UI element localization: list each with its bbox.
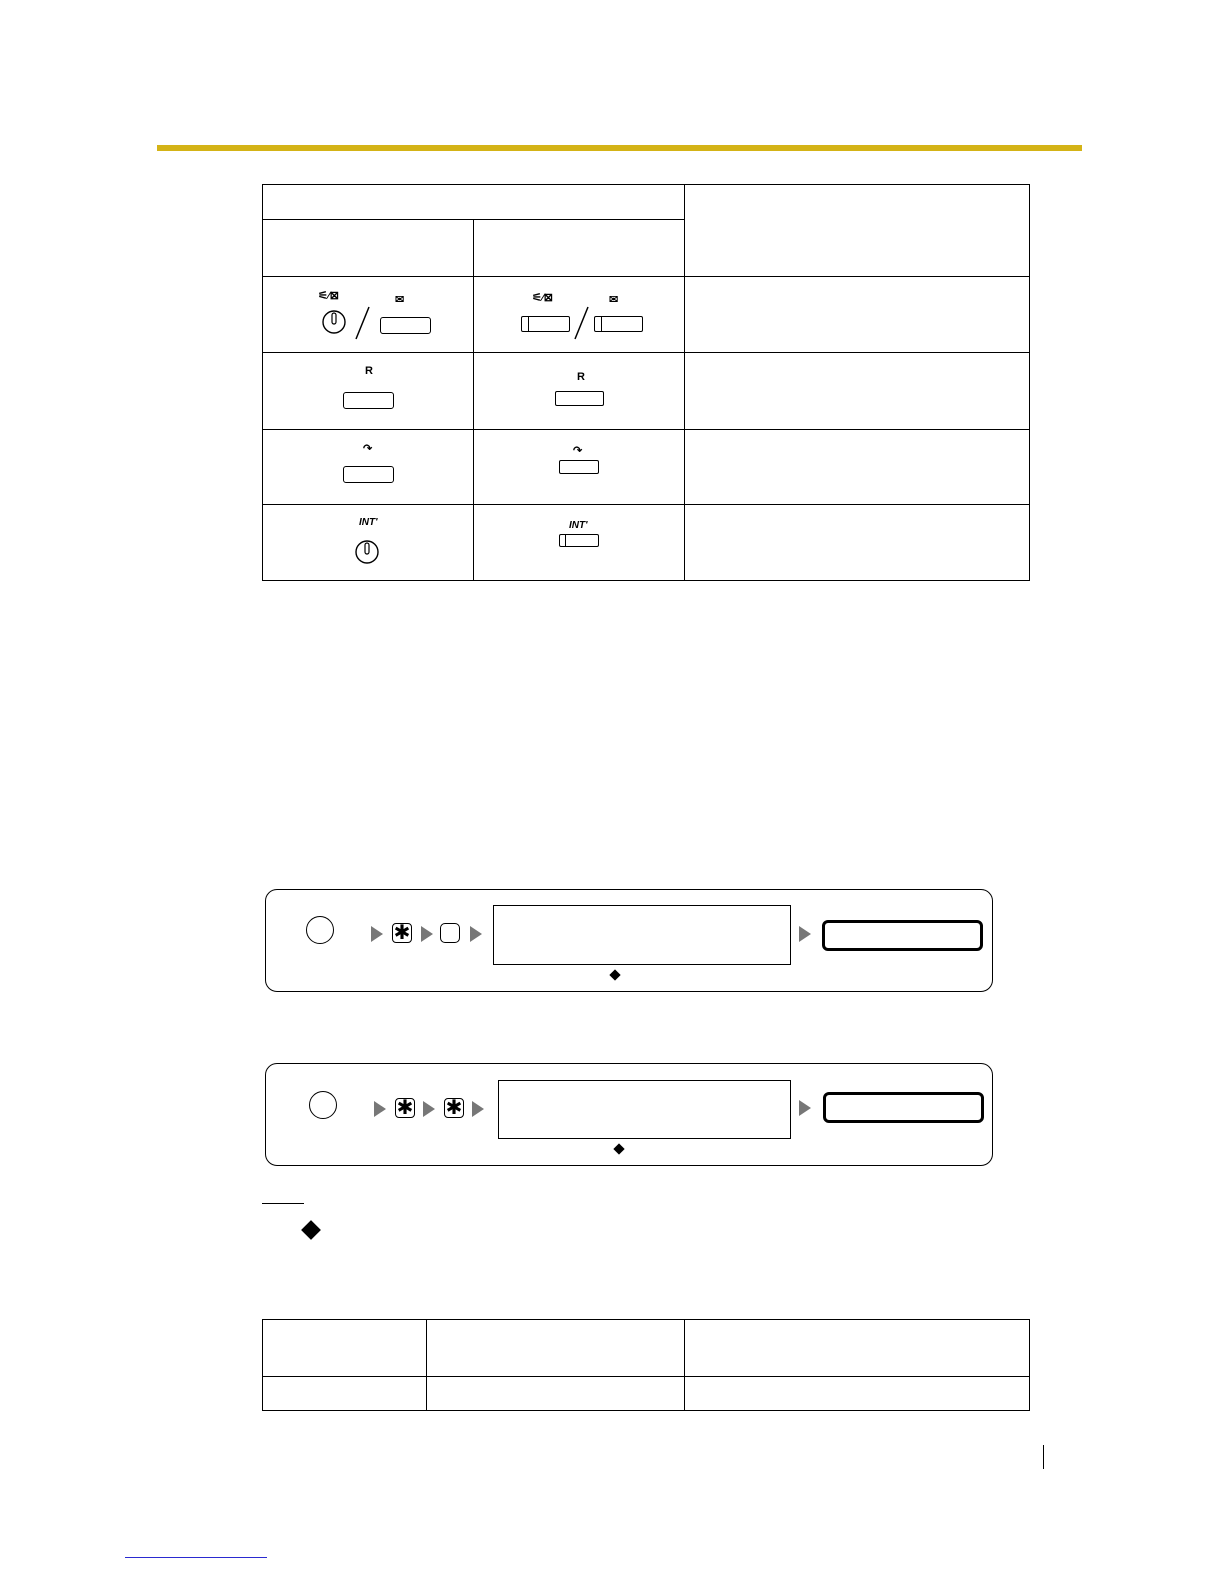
table-header-group xyxy=(263,185,685,220)
recall-button[interactable] xyxy=(555,391,604,406)
off-hook-icon xyxy=(306,916,334,944)
table-cell-description xyxy=(685,505,1030,581)
message-button[interactable] xyxy=(380,317,431,334)
bottom-table xyxy=(262,1319,1030,1411)
header-accent-bar xyxy=(157,145,1082,151)
result-box xyxy=(823,1092,984,1123)
star-key-icon: ✱ xyxy=(393,922,411,944)
diamond-icon xyxy=(613,1143,624,1154)
table-header-cell xyxy=(263,1320,427,1377)
table-header-left xyxy=(263,220,474,277)
table-cell-right xyxy=(474,430,685,505)
operation-flow-2 xyxy=(265,1063,993,1166)
redial-icon: ↷ xyxy=(363,443,373,455)
table-row xyxy=(263,277,1030,353)
arrow-icon xyxy=(470,926,482,942)
star-key-icon: ✱ xyxy=(445,1097,463,1119)
arrow-icon xyxy=(423,1101,435,1117)
arrow-icon xyxy=(799,1100,811,1116)
table-cell xyxy=(685,1377,1030,1411)
off-hook-icon xyxy=(309,1091,337,1119)
hold-button[interactable] xyxy=(521,316,570,332)
table-cell-right xyxy=(474,277,685,353)
table-cell xyxy=(263,1377,427,1411)
table-row xyxy=(263,505,1030,581)
arrow-icon xyxy=(421,926,433,942)
hold-voicemail-icon: ⚟⁄⊠ xyxy=(318,290,339,302)
table-cell-right xyxy=(474,353,685,430)
table-header-row xyxy=(263,1320,1030,1377)
table-header-cell xyxy=(685,1320,1030,1377)
table-cell-description xyxy=(685,430,1030,505)
page-number-rule xyxy=(1043,1445,1044,1469)
display-box xyxy=(498,1080,791,1139)
hold-voicemail-icon: ⚟⁄⊠ xyxy=(532,292,553,304)
recall-icon: R xyxy=(577,371,585,383)
table-cell-description xyxy=(685,277,1030,353)
diamond-icon xyxy=(609,969,620,980)
arrow-icon xyxy=(374,1101,386,1117)
message-icon: ✉ xyxy=(395,294,405,306)
message-icon: ✉ xyxy=(609,294,619,306)
slash-icon xyxy=(353,305,371,341)
recall-button[interactable] xyxy=(343,392,394,409)
operation-flow-1 xyxy=(265,889,993,992)
intercom-button[interactable] xyxy=(559,534,599,547)
table-row xyxy=(263,1377,1030,1411)
button-table xyxy=(262,184,1030,581)
table-header-right xyxy=(474,220,685,277)
table-cell-description xyxy=(685,353,1030,430)
table-cell-left xyxy=(263,505,474,581)
intercom-button[interactable] xyxy=(354,539,382,565)
table-header-description xyxy=(685,185,1030,277)
arrow-icon xyxy=(371,926,383,942)
table-cell-left xyxy=(263,277,474,353)
redial-icon: ↷ xyxy=(573,445,583,457)
intercom-icon: INT' xyxy=(359,517,378,528)
diamond-icon xyxy=(301,1220,321,1240)
blank-key-icon xyxy=(440,923,460,943)
redial-button[interactable] xyxy=(559,460,599,474)
redial-button[interactable] xyxy=(343,466,394,483)
message-button[interactable] xyxy=(594,316,643,332)
display-box xyxy=(493,905,791,965)
link-underline[interactable] xyxy=(125,1557,267,1558)
intercom-icon: INT' xyxy=(569,520,588,531)
table-cell-right xyxy=(474,505,685,581)
table-cell-left xyxy=(263,353,474,430)
slash-icon xyxy=(572,305,590,341)
table-row xyxy=(263,353,1030,430)
table-cell-left xyxy=(263,430,474,505)
result-box xyxy=(822,920,983,951)
recall-icon: R xyxy=(365,365,373,377)
star-key-icon: ✱ xyxy=(396,1097,414,1119)
hold-button[interactable] xyxy=(321,309,349,335)
arrow-icon xyxy=(472,1101,484,1117)
note-heading-rule xyxy=(262,1203,304,1204)
table-header-cell xyxy=(427,1320,685,1377)
table-cell xyxy=(427,1377,685,1411)
arrow-icon xyxy=(799,926,811,942)
table-row xyxy=(263,430,1030,505)
